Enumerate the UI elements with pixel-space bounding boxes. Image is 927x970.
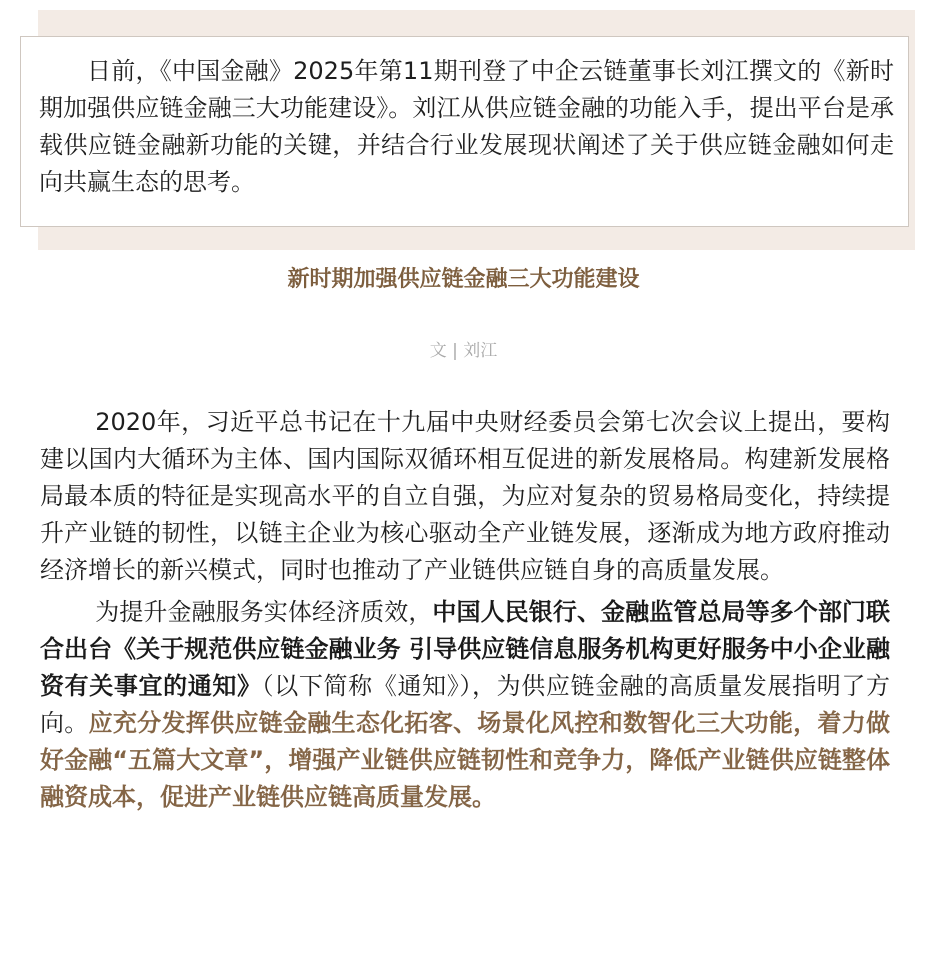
paragraph-2-middle: （以下简称《通知》），为供应链金融的高质量发展指明了方向。 [40, 672, 891, 737]
paragraph-2-lead: 为提升金融服务实体经济质效， [95, 598, 433, 626]
intro-summary-box [20, 36, 909, 227]
paragraph-2 [40, 594, 890, 816]
paragraph-2-bold-notice: 中国人民银行、金融监管总局等多个部门联合出台《关于规范供应链金融业务 引导供应链信息服务机构更好服务中小企业融资有关事宜的通知》 [40, 598, 891, 700]
paragraph-2-highlight: 应充分发挥供应链金融生态化拓客、场景化风控和数智化三大功能，着力做好金融“五篇大文章”，增强产业链供应链韧性和竞争力，降低产业链供应链整体融资成本，促进产业链供应链高质量发展。 [40, 709, 891, 811]
paragraph-1: 2020年，习近平总书记在十九届中央财经委员会第七次会议上提出，要构建以国内大循环为主体、国内国际双循环相互促进的新发展格局。构建新发展格局最本质的特征是实现高水平的自立自强，为应对复杂的贸易格局变化，持续提升产业链的韧性，以链主企业为核心驱动全产业链发展，逐渐成为地方政府推动经济增长的新兴模式，同时也推动了产业链供应链自身的高质量发展。 [40, 408, 890, 584]
intro-summary-text: 日前，《中国金融》2025年第11期刊登了中企云链董事长刘江撰文的《新时期加强供应链金融三大功能建设》。刘江从供应链金融的功能入手，提出平台是承载供应链金融新功能的关键，并结合行业发展现状阐述了关于供应链金融如何走向共赢生态的思考。 [39, 57, 894, 196]
article-body [40, 404, 890, 821]
article-byline: 文 | 刘江 [429, 341, 498, 361]
article-title: 新时期加强供应链金融三大功能建设 [287, 267, 640, 292]
